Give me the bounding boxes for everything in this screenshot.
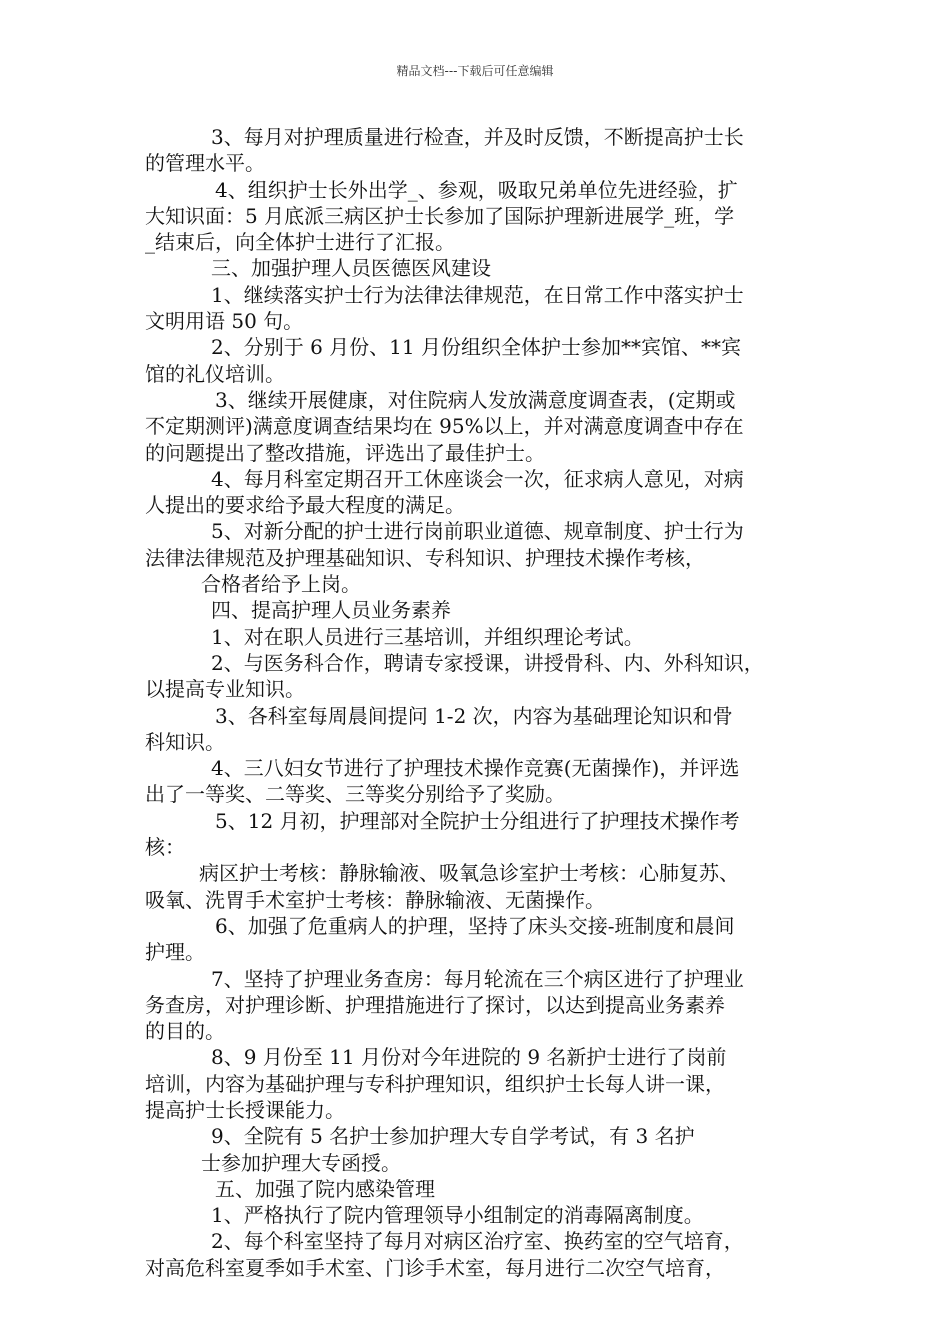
text-line: 士参加护理大专函授。: [201, 1150, 401, 1175]
document-body: [145, 124, 815, 1281]
text-line: 务查房，对护理诊断、护理措施进行了探讨，以达到提高业务素养: [145, 992, 725, 1017]
text-line: 9、全院有 5 名护士参加护理大专自学考试，有 3 名护: [211, 1124, 695, 1149]
text-line: 护理。: [145, 940, 205, 965]
text-line: 2、每个科室坚持了每月对病区治疗室、换药室的空气培育，: [211, 1229, 744, 1254]
text-line: 5、12 月初，护理部对全院护士分组进行了护理技术操作考: [215, 808, 740, 833]
text-line: 培训，内容为基础护理与专科护理知识，组织护士长每人讲一课，: [145, 1071, 725, 1096]
text-line: 馆的礼仪培训。: [145, 361, 285, 386]
text-line: 人提出的要求给予最大程度的满足。: [145, 493, 465, 518]
text-line: 7、坚持了护理业务查房：每月轮流在三个病区进行了护理业: [211, 966, 744, 991]
text-line: 四、提高护理人员业务素养: [211, 598, 451, 623]
text-line: 文明用语 50 句。: [145, 309, 304, 334]
text-line: 的问题提出了整改措施，评选出了最佳护士。: [145, 440, 545, 465]
text-line: 1、继续落实护士行为法律法律规范，在日常工作中落实护士: [211, 282, 744, 307]
text-line: 大知识面：5 月底派三病区护士长参加了国际护理新进展学_班，学: [145, 203, 735, 228]
text-line: 1、对在职人员进行三基培训，并组织理论考试。: [211, 624, 644, 649]
text-line: 对高危科室夏季如手术室、门诊手术室，每月进行二次空气培育，: [145, 1255, 725, 1280]
text-line: 3、继续开展健康，对住院病人发放满意度调查表，(定期或: [215, 387, 736, 412]
text-line: 核：: [145, 835, 185, 860]
text-line: 2、与医务科合作，聘请专家授课，讲授骨科、内、外科知识，: [211, 650, 764, 675]
text-line: 3、各科室每周晨间提问 1-2 次，内容为基础理论知识和骨: [215, 703, 733, 728]
text-line: 法律法律规范及护理基础知识、专科知识、护理技术操作考核，: [145, 545, 705, 570]
text-line: 6、加强了危重病人的护理，坚持了床头交接-班制度和晨间: [215, 913, 735, 938]
text-line: _结束后，向全体护士进行了汇报。: [145, 230, 455, 255]
text-line: 合格者给予上岗。: [201, 572, 361, 597]
page-header: 精品文档---下载后可任意编辑: [396, 64, 554, 78]
text-line: 病区护士考核：静脉输液、吸氧急诊室护士考核：心肺复苏、: [199, 861, 739, 886]
text-line: 的目的。: [145, 1019, 225, 1044]
text-line: 1、严格执行了院内管理领导小组制定的消毒隔离制度。: [211, 1203, 704, 1228]
text-line: 8、9 月份至 11 月份对今年进院的 9 名新护士进行了岗前: [211, 1045, 727, 1070]
text-line: 4、三八妇女节进行了护理技术操作竞赛(无菌操作)，并评选: [211, 756, 740, 781]
text-line: 3、每月对护理质量进行检查，并及时反馈，不断提高护士长: [211, 125, 744, 149]
text-line: 以提高专业知识。: [145, 677, 305, 702]
text-line: 三、加强护理人员医德医风建设: [211, 256, 491, 281]
text-line: 4、组织护士长外出学_、参观，吸取兄弟单位先进经验，扩: [215, 177, 738, 202]
text-line: 五、加强了院内感染管理: [215, 1176, 435, 1201]
text-line: 提高护士长授课能力。: [145, 1097, 345, 1122]
text-line: 5、对新分配的护士进行岗前职业道德、规章制度、护士行为: [211, 519, 744, 544]
text-line: 不定期测评)满意度调查结果均在 95%以上，并对满意度调查中存在: [145, 414, 744, 439]
text-line: 的管理水平。: [145, 151, 265, 176]
text-line: 4、每月科室定期召开工休座谈会一次，征求病人意见，对病: [211, 466, 744, 491]
text-line: 出了一等奖、二等奖、三等奖分别给予了奖励。: [145, 782, 565, 807]
text-line: 2、分别于 6 月份、11 月份组织全体护士参加**宾馆、**宾: [211, 335, 741, 360]
text-line: 科知识。: [145, 729, 225, 754]
text-line: 吸氧、洗胃手术室护士考核：静脉输液、无菌操作。: [145, 887, 605, 912]
